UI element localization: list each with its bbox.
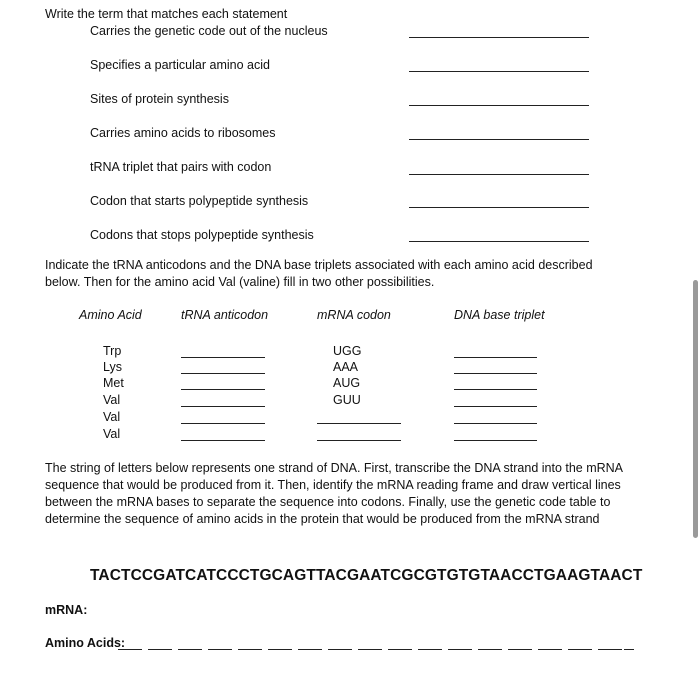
amino-acid-blank[interactable] xyxy=(568,649,592,650)
amino-acid-cell: Val xyxy=(103,393,121,407)
amino-acid-blank[interactable] xyxy=(388,649,412,650)
amino-acid-cell: Lys xyxy=(103,360,122,374)
mrna-codon-cell: AUG xyxy=(333,376,361,390)
answer-blank-5[interactable] xyxy=(409,174,589,175)
answer-blank-3[interactable] xyxy=(409,105,589,106)
amino-acid-blank[interactable] xyxy=(178,649,202,650)
trna-anticodon-blank[interactable] xyxy=(181,423,265,424)
amino-acid-blank[interactable] xyxy=(448,649,472,650)
amino-acid-cell: Met xyxy=(103,376,124,390)
table-instructions: Indicate the tRNA anticodons and the DNA base triplets associated with each amino acid described below. Then for the amino acid Val (valine) fill in two other possibilities. xyxy=(45,258,593,289)
header-amino-acid: Amino Acid xyxy=(79,308,142,322)
answer-blank-4[interactable] xyxy=(409,139,589,140)
dna-triplet-blank[interactable] xyxy=(454,389,537,390)
trna-anticodon-blank[interactable] xyxy=(181,357,265,358)
trna-anticodon-blank[interactable] xyxy=(181,373,265,374)
statement-1: Carries the genetic code out of the nucleus xyxy=(90,24,328,38)
answer-blank-6[interactable] xyxy=(409,207,589,208)
answer-blank-7[interactable] xyxy=(409,241,589,242)
amino-acid-blank[interactable] xyxy=(298,649,322,650)
amino-acid-cell: Val xyxy=(103,410,121,424)
header-dna-triplet: DNA base triplet xyxy=(454,308,545,322)
amino-acid-blank[interactable] xyxy=(208,649,232,650)
transcription-instructions: The string of letters below represents one strand of DNA. First, transcribe the DNA strand into the mRNA sequence that would be produced from it. Then, identify the mRNA reading frame and draw vertical lines between the mRNA bases to separate the sequence into codons. Finally, use the genetic code table to determine the sequence of amino acids in the protein that would be produced from the mRNA strand xyxy=(45,461,623,526)
amino-acid-blank[interactable] xyxy=(418,649,442,650)
amino-acid-blank[interactable] xyxy=(508,649,532,650)
mrna-label: mRNA: xyxy=(45,603,88,617)
trna-anticodon-blank[interactable] xyxy=(181,389,265,390)
trna-anticodon-blank[interactable] xyxy=(181,406,265,407)
mrna-codon-blank[interactable] xyxy=(317,423,401,424)
header-trna-anticodon: tRNA anticodon xyxy=(181,308,269,322)
dna-sequence: TACTCCGATCATCCCTGCAGTTACGAATCGCGTGTGTAACCTGAAGTAACT xyxy=(90,567,643,584)
scrollbar-thumb[interactable] xyxy=(693,280,698,538)
amino-acid-blank[interactable] xyxy=(624,649,634,650)
mrna-codon-cell: GUU xyxy=(333,393,361,407)
amino-acid-blank[interactable] xyxy=(358,649,382,650)
answer-blank-2[interactable] xyxy=(409,71,589,72)
amino-acid-blank[interactable] xyxy=(238,649,262,650)
statement-3: Sites of protein synthesis xyxy=(90,92,229,106)
statement-5: tRNA triplet that pairs with codon xyxy=(90,160,272,174)
header-mrna-codon: mRNA codon xyxy=(317,308,391,322)
statement-4: Carries amino acids to ribosomes xyxy=(90,126,276,140)
amino-acid-blank[interactable] xyxy=(598,649,622,650)
statement-7: Codons that stops polypeptide synthesis xyxy=(90,228,314,242)
dna-triplet-blank[interactable] xyxy=(454,406,537,407)
statement-2: Specifies a particular amino acid xyxy=(90,58,270,72)
trna-anticodon-blank[interactable] xyxy=(181,440,265,441)
worksheet-title: Write the term that matches each statement xyxy=(45,7,288,21)
dna-triplet-blank[interactable] xyxy=(454,373,537,374)
amino-acids-label: Amino Acids: xyxy=(45,636,126,650)
amino-acid-blank[interactable] xyxy=(118,649,142,650)
amino-acid-blank[interactable] xyxy=(328,649,352,650)
amino-acid-blank[interactable] xyxy=(148,649,172,650)
statement-6: Codon that starts polypeptide synthesis xyxy=(90,194,309,208)
amino-acid-blank[interactable] xyxy=(538,649,562,650)
mrna-codon-blank[interactable] xyxy=(317,440,401,441)
amino-acid-blank[interactable] xyxy=(268,649,292,650)
dna-triplet-blank[interactable] xyxy=(454,423,537,424)
answer-blank-1[interactable] xyxy=(409,37,589,38)
amino-acid-cell: Trp xyxy=(103,344,122,358)
dna-triplet-blank[interactable] xyxy=(454,440,537,441)
amino-acid-blank[interactable] xyxy=(478,649,502,650)
mrna-codon-cell: UGG xyxy=(333,344,362,358)
mrna-codon-cell: AAA xyxy=(333,360,359,374)
dna-triplet-blank[interactable] xyxy=(454,357,537,358)
amino-acid-cell: Val xyxy=(103,427,121,441)
